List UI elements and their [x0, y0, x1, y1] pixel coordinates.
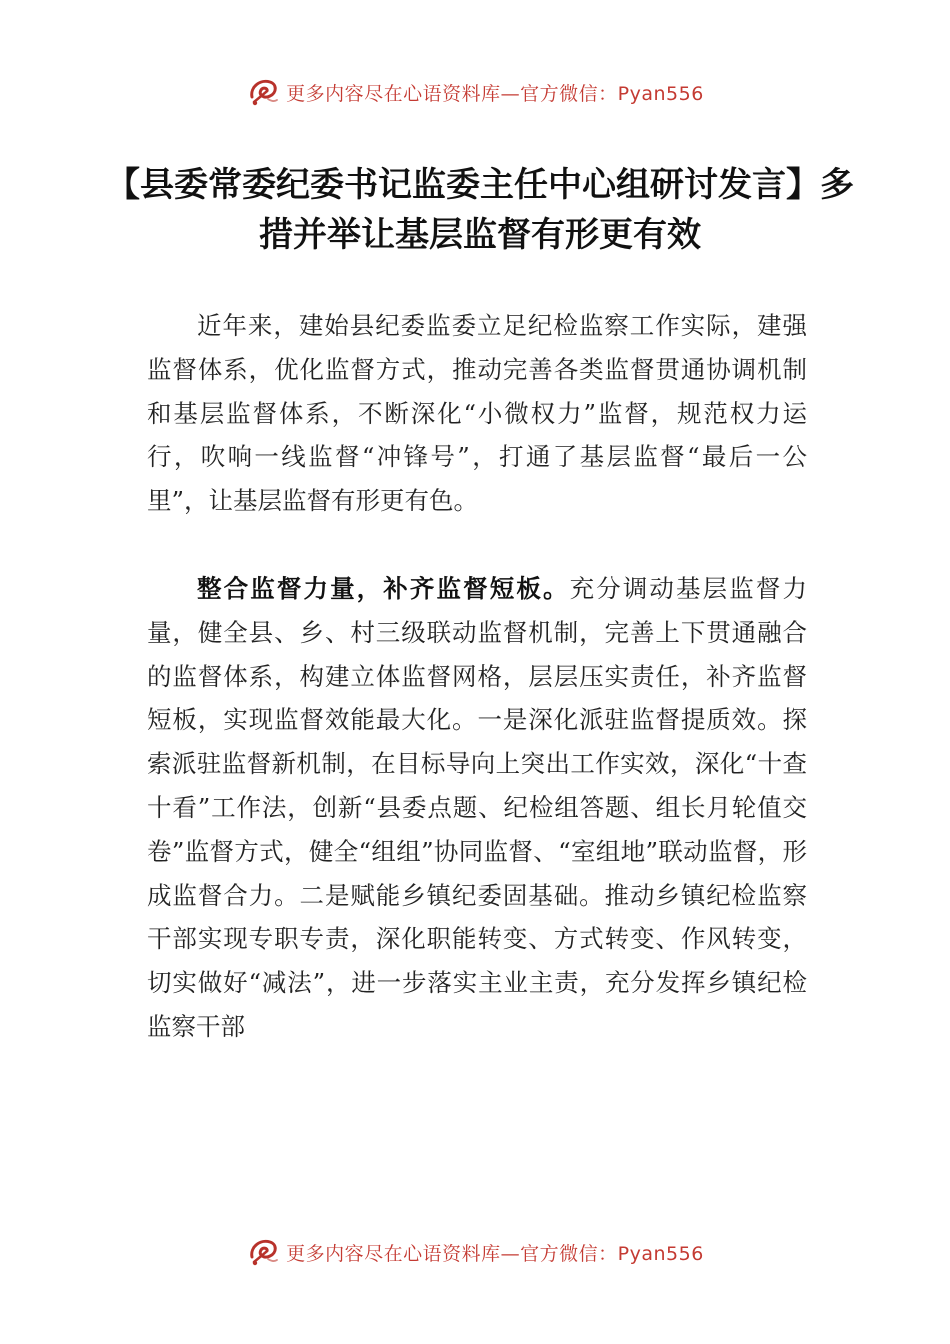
wechat-id: Pyan556	[617, 82, 704, 105]
header-watermark	[0, 72, 950, 112]
paragraph-section-1	[147, 567, 807, 1049]
paragraph-lead-heading: 整合监督力量，补齐监督短板。	[197, 574, 570, 603]
paragraph-body: 充分调动基层监督力量，健全县、乡、村三级联动监督机制，完善上下贯通融合的监督体系，构建立体监督网格，层层压实责任，补齐监督短板，实现监督效能最大化。一是深化派驻监督提质效。探索派驻监督新机制，在目标导向上突出工作实效，深化“十查十看”工作法，创新“县委点题、纪检组答题、组长月轮值交卷”监督方式，健全“组组”协同监督、“室组地”联动监督，形成监督合力。二是赋能乡镇纪委固基础。推动乡镇纪检监察干部实现专职专责，深化职能转变、方式转变、作风转变，切实做好“减法”，进一步落实主业主责，充分发挥乡镇纪检监察干部	[147, 574, 808, 1041]
wechat-id: Pyan556	[617, 1242, 704, 1265]
document-title: 【县委常委纪委书记监委主任中心组研讨发言】多措并举让基层监督有形更有效	[106, 165, 854, 255]
paragraph-intro: 近年来，建始县纪委监委立足纪检监察工作实际，建强监督体系，优化监督方式，推动完善各类监督贯通协调机制和基层监督体系，不断深化“小微权力”监督，规范权力运行，吹响一线监督“冲锋号”，打通了基层监督“最后一公里”，让基层监督有形更有色。	[147, 311, 807, 516]
brush-swirl-logo-icon	[246, 75, 280, 109]
watermark-text: 更多内容尽在心语资料库—官方微信：Pyan556	[286, 1242, 704, 1265]
footer-watermark	[0, 1232, 950, 1272]
watermark-text: 更多内容尽在心语资料库—官方微信：Pyan556	[286, 82, 704, 105]
brush-swirl-logo-icon	[246, 1235, 280, 1269]
